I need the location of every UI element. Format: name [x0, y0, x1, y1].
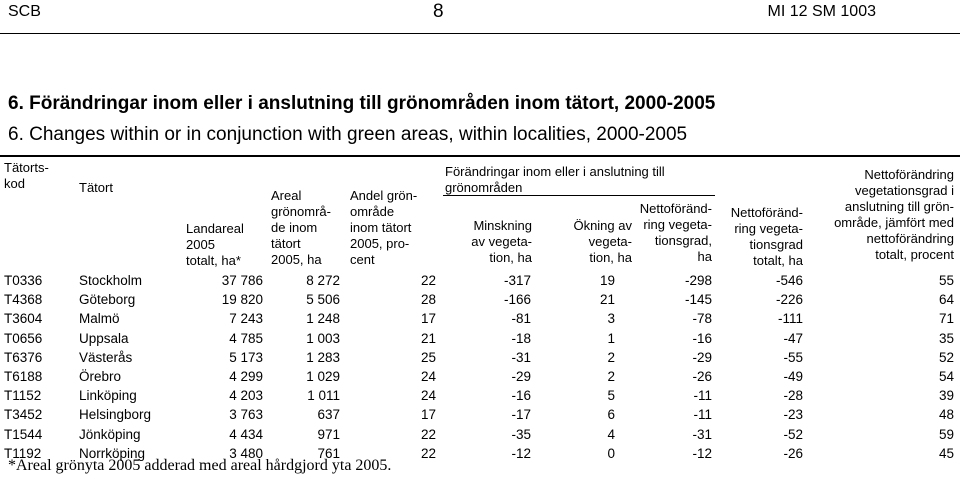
cell-green: 971 [317, 426, 340, 442]
cell-net: -29 [692, 349, 712, 365]
cell-green: 1 029 [306, 369, 340, 384]
col-header-green: Areal grönområ- de inom tätort 2005, ha [271, 188, 331, 267]
cell-land: 19 820 [221, 292, 263, 308]
cell-net-total: -226 [775, 292, 803, 308]
table-row [0, 273, 960, 292]
cell-green: 1 248 [306, 311, 340, 327]
cell-net-total: -23 [783, 407, 803, 423]
cell-share: 28 [420, 292, 436, 308]
table-title-swedish: 6. Förändringar inom eller i anslutning till grönområden inom tätort, 2000-2005 [8, 93, 716, 114]
cell-share: 22 [420, 426, 436, 442]
table-row [0, 427, 960, 446]
col-header-code: Tätorts- kod [4, 160, 49, 191]
cell-net-total: -546 [775, 273, 803, 288]
cell-increase: 1 [607, 330, 615, 346]
cell-net-pct: 64 [938, 292, 954, 308]
cell-increase: 3 [607, 311, 615, 327]
cell-land: 4 785 [229, 330, 263, 346]
cell-name: Göteborg [79, 292, 136, 308]
table-row [0, 369, 960, 388]
cell-net-total: -55 [783, 349, 803, 365]
cell-green: 637 [317, 407, 340, 423]
cell-green: 8 272 [306, 273, 340, 288]
cell-green: 761 [317, 445, 340, 461]
cell-name: Linköping [79, 388, 137, 404]
header-right: MI 12 SM 1003 [767, 3, 876, 20]
cell-land: 5 173 [229, 349, 263, 365]
cell-code: T4368 [4, 292, 43, 308]
cell-name: Örebro [79, 369, 122, 384]
cell-land: 4 434 [229, 426, 263, 442]
header-rule [0, 33, 960, 34]
cell-net-total: -49 [783, 369, 803, 384]
cell-increase: 19 [599, 273, 615, 288]
cell-net: -11 [693, 407, 712, 423]
cell-name: Helsingborg [79, 407, 152, 423]
title-rule [0, 155, 960, 157]
cell-share: 22 [420, 273, 436, 288]
col-header-share: Andel grön- område inom tätort 2005, pro- cent [350, 188, 418, 267]
cell-increase: 0 [607, 445, 615, 461]
cell-decrease: -17 [511, 407, 531, 423]
cell-share: 21 [420, 330, 436, 346]
cell-decrease: -166 [503, 292, 531, 308]
cell-decrease: -81 [511, 311, 531, 327]
cell-name: Västerås [79, 349, 133, 365]
cell-code: T3452 [4, 407, 43, 423]
cell-share: 24 [420, 369, 436, 384]
col-header-net: Nettoföränd- ring vegeta- tionsgrad, ha [639, 201, 712, 264]
page-number: 8 [433, 1, 444, 22]
cell-net-pct: 35 [938, 330, 954, 346]
cell-code: T0656 [4, 330, 43, 346]
cell-decrease: -18 [511, 330, 531, 346]
cell-increase: 2 [607, 349, 615, 365]
cell-decrease: -12 [511, 445, 531, 461]
cell-net-total: -111 [777, 311, 803, 327]
cell-decrease: -35 [511, 426, 531, 442]
table-row [0, 388, 960, 407]
col-header-net-total: Nettoföränd- ring vegeta- tionsgrad totalt, ha [730, 205, 803, 268]
cell-name: Uppsala [79, 330, 129, 346]
cell-green: 1 283 [306, 349, 340, 365]
cell-increase: 5 [607, 388, 615, 404]
col-header-decrease: Minskning av vegeta- tion, ha [471, 218, 532, 265]
cell-decrease: -16 [511, 388, 531, 404]
cell-net: -78 [692, 311, 712, 327]
cell-net: -26 [692, 369, 712, 384]
table-title-english: 6. Changes within or in conjunction with green areas, within localities, 2000-2005 [8, 124, 688, 145]
cell-net-total: -28 [783, 388, 803, 404]
cell-increase: 4 [607, 426, 615, 442]
col-header-land: Landareal 2005 totalt, ha* [186, 221, 244, 268]
cell-green: 1 003 [306, 330, 340, 346]
cell-net-pct: 45 [938, 445, 954, 461]
cell-net-total: -47 [783, 330, 803, 346]
table-row [0, 407, 960, 426]
cell-net-pct: 71 [938, 311, 954, 327]
cell-net-pct: 54 [938, 369, 954, 384]
table-row [0, 292, 960, 311]
cell-decrease: -29 [511, 369, 531, 384]
col-header-name: Tätort [79, 180, 113, 195]
cell-net: -145 [684, 292, 712, 308]
footnote: *Areal grönyta 2005 adderad med areal hårdgjord yta 2005. [8, 457, 392, 474]
cell-green: 1 011 [307, 388, 340, 404]
cell-green: 5 506 [306, 292, 340, 308]
table-row [0, 350, 960, 369]
cell-land: 4 203 [229, 388, 263, 404]
table-row [0, 311, 960, 330]
cell-increase: 6 [607, 407, 615, 423]
col-header-net-pct: Nettoförändring vegetationsgrad i anslutning till grön- område, jämfört med nettoförändring totalt, procent [834, 167, 954, 262]
cell-increase: 21 [599, 292, 615, 308]
cell-code: T1544 [4, 426, 43, 442]
cell-land: 3 480 [229, 445, 263, 461]
cell-decrease: -317 [503, 273, 531, 288]
cell-share: 24 [420, 388, 436, 404]
cell-decrease: -31 [511, 349, 531, 365]
cell-code: T6188 [4, 369, 43, 384]
table-row [0, 331, 960, 350]
cell-share: 22 [420, 445, 436, 461]
cell-share: 17 [420, 407, 436, 423]
cell-net-pct: 48 [938, 407, 954, 423]
cell-code: T1152 [4, 388, 42, 404]
cell-land: 4 299 [229, 369, 263, 384]
cell-name: Norrköping [79, 445, 146, 461]
cell-land: 3 763 [229, 407, 263, 423]
cell-increase: 2 [607, 369, 615, 384]
col-header-increase: Ökning av vegeta- tion, ha [573, 218, 632, 265]
cell-land: 37 786 [221, 273, 263, 288]
cell-land: 7 243 [229, 311, 263, 327]
cell-net: -12 [692, 445, 712, 461]
cell-net: -31 [692, 426, 712, 442]
cell-name: Jönköping [79, 426, 141, 442]
cell-share: 17 [420, 311, 436, 327]
cell-code: T6376 [4, 349, 43, 365]
cell-code: T1192 [4, 445, 42, 461]
cell-net: -16 [692, 330, 712, 346]
cell-net-total: -26 [783, 445, 803, 461]
cell-net-pct: 52 [938, 349, 954, 365]
cell-share: 25 [420, 349, 436, 365]
cell-net-total: -52 [783, 426, 803, 442]
group-header-rule [443, 195, 715, 196]
cell-net-pct: 59 [938, 426, 954, 442]
cell-name: Malmö [79, 311, 120, 327]
cell-net-pct: 55 [938, 273, 954, 288]
cell-name: Stockholm [79, 273, 143, 288]
cell-net-pct: 39 [938, 388, 954, 404]
cell-net: -298 [684, 273, 712, 288]
cell-code: T3604 [4, 311, 43, 327]
col-header-group: Förändringar inom eller i anslutning till grönområden [445, 164, 665, 195]
cell-net: -11 [693, 388, 712, 404]
header-left: SCB [8, 3, 41, 20]
cell-code: T0336 [4, 273, 43, 288]
